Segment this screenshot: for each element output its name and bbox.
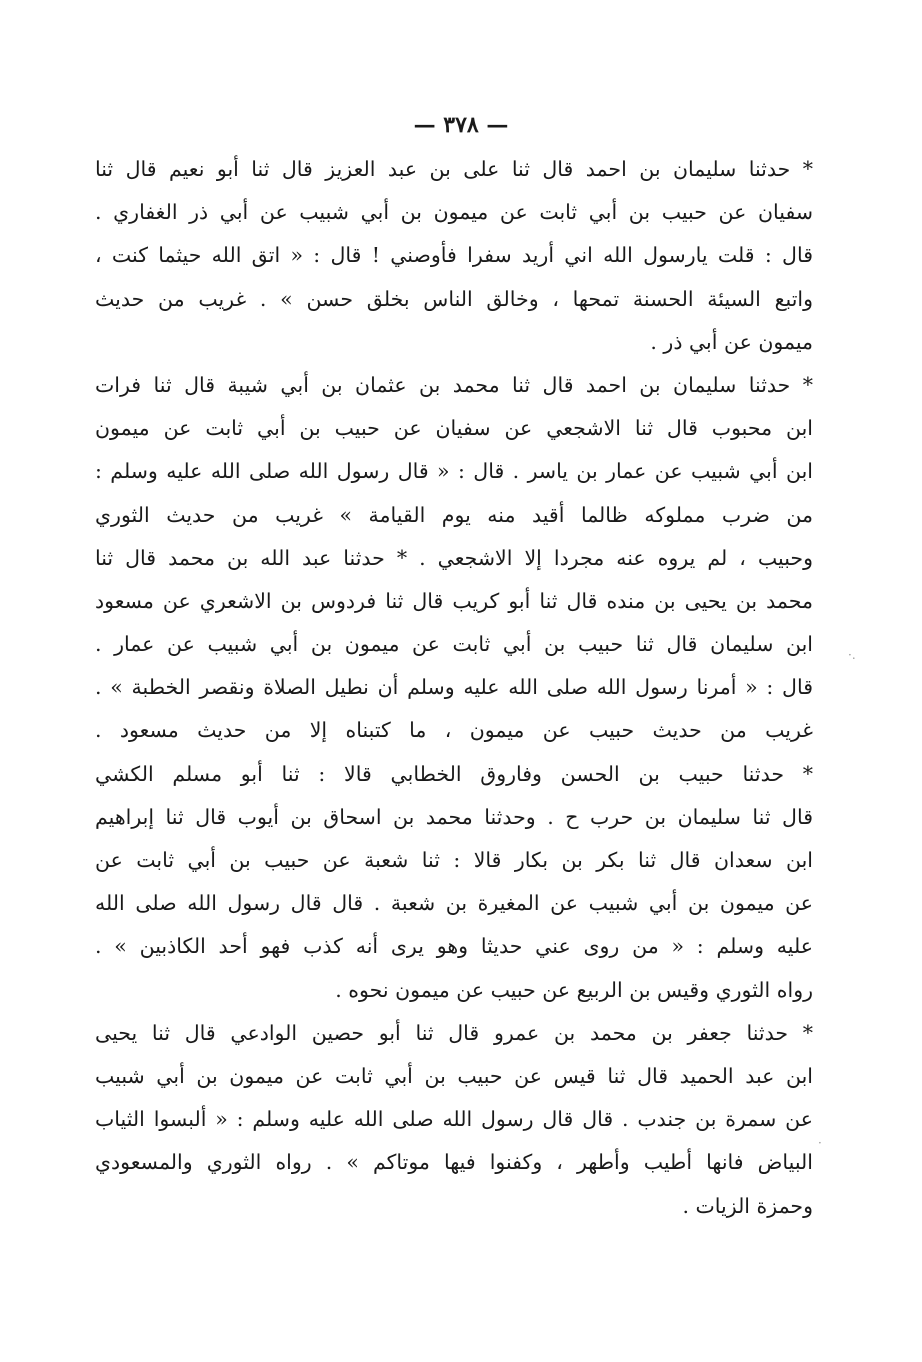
text-line: رواه الثوري وقيس بن الربيع عن حبيب عن ميمون نحوه . <box>335 977 813 1002</box>
text-line: من ضرب مملوكه ظالما أقيد منه يوم القيامة » غريب من حديث الثوري <box>95 502 813 527</box>
text-line: ابن سعدان قال ثنا بكر بن بكار قالا : ثنا شعبة عن حبيب بن أبي ثابت عن <box>95 848 813 872</box>
text-line: ابن سليمان قال ثنا حبيب بن أبي ثابت عن ميمون بن أبي شبيب عن عمار . <box>95 632 813 657</box>
text-line: * حدثنا حبيب بن الحسن وفاروق الخطابي قالا : ثنا أبو مسلم الكشي <box>95 761 813 786</box>
text-line: عليه وسلم : « من روى عني حديثا وهو يرى أنه كذب فهو أحد الكاذبين » . <box>95 934 813 959</box>
text-line: البياض فانها أطيب وأطهر ، وكفنوا فيها موتاكم » . رواه الثوري والمسعودي <box>95 1150 813 1175</box>
margin-speck: · <box>818 1136 822 1150</box>
text-line: عن سمرة بن جندب . قال قال رسول الله صلى الله عليه وسلم : « ألبسوا الثياب <box>95 1107 813 1132</box>
margin-speck: ·. <box>848 648 856 662</box>
page-number: — ٣٧٨ — <box>413 112 509 138</box>
text-line: وحبيب ، لم يروه عنه مجردا إلا الاشجعي . * حدثنا عبد الله بن محمد قال ثنا <box>95 545 813 570</box>
hadith-text-body <box>95 148 813 1228</box>
text-line: سفيان عن حبيب بن أبي ثابت عن ميمون بن أبي شبيب عن أبي ذر الغفاري . <box>95 200 813 225</box>
text-line: ابن محبوب قال ثنا الاشجعي عن سفيان عن حبيب بن أبي ثابت عن ميمون <box>95 416 813 441</box>
text-line: محمد بن يحيى بن منده قال ثنا أبو كريب قال ثنا فردوس بن الاشعري عن مسعود <box>95 588 813 613</box>
text-line: قال : « أمرنا رسول الله صلى الله عليه وسلم أن نطيل الصلاة ونقصر الخطبة » . <box>95 675 813 700</box>
text-line: قال ثنا سليمان بن حرب ح . وحدثنا محمد بن اسحاق بن أيوب قال ثنا إبراهيم <box>95 804 813 829</box>
text-line: عن ميمون بن أبي شبيب عن المغيرة بن شعبة . قال قال رسول الله صلى الله <box>95 891 813 916</box>
text-line: ميمون عن أبي ذر . <box>650 329 813 354</box>
text-line: ابن عبد الحميد قال ثنا قيس عن حبيب بن أبي ثابت عن ميمون بن أبي شبيب <box>95 1063 813 1088</box>
text-line: غريب من حديث حبيب عن ميمون ، ما كتبناه إلا من حديث مسعود . <box>95 718 813 743</box>
text-line: * حدثنا سليمان بن احمد قال ثنا محمد بن عثمان بن أبي شيبة قال ثنا فرات <box>95 372 813 397</box>
text-line: واتبع السيئة الحسنة تمحها ، وخالق الناس بخلق حسن » . غريب من حديث <box>95 286 813 311</box>
text-line: ابن أبي شبيب عن عمار بن ياسر . قال : « قال رسول الله صلى الله عليه وسلم : <box>95 459 813 484</box>
text-line: وحمزة الزيات . <box>682 1193 813 1218</box>
text-line: * حدثنا سليمان بن احمد قال ثنا على بن عبد العزيز قال ثنا أبو نعيم قال ثنا <box>95 157 813 181</box>
text-line: قال : قلت يارسول الله اني أريد سفرا فأوصني ! قال : « اتق الله حيثما كنت ، <box>95 243 813 268</box>
text-line: * حدثنا جعفر بن محمد بن عمرو قال ثنا أبو حصين الوادعي قال ثنا يحيى <box>95 1020 813 1045</box>
